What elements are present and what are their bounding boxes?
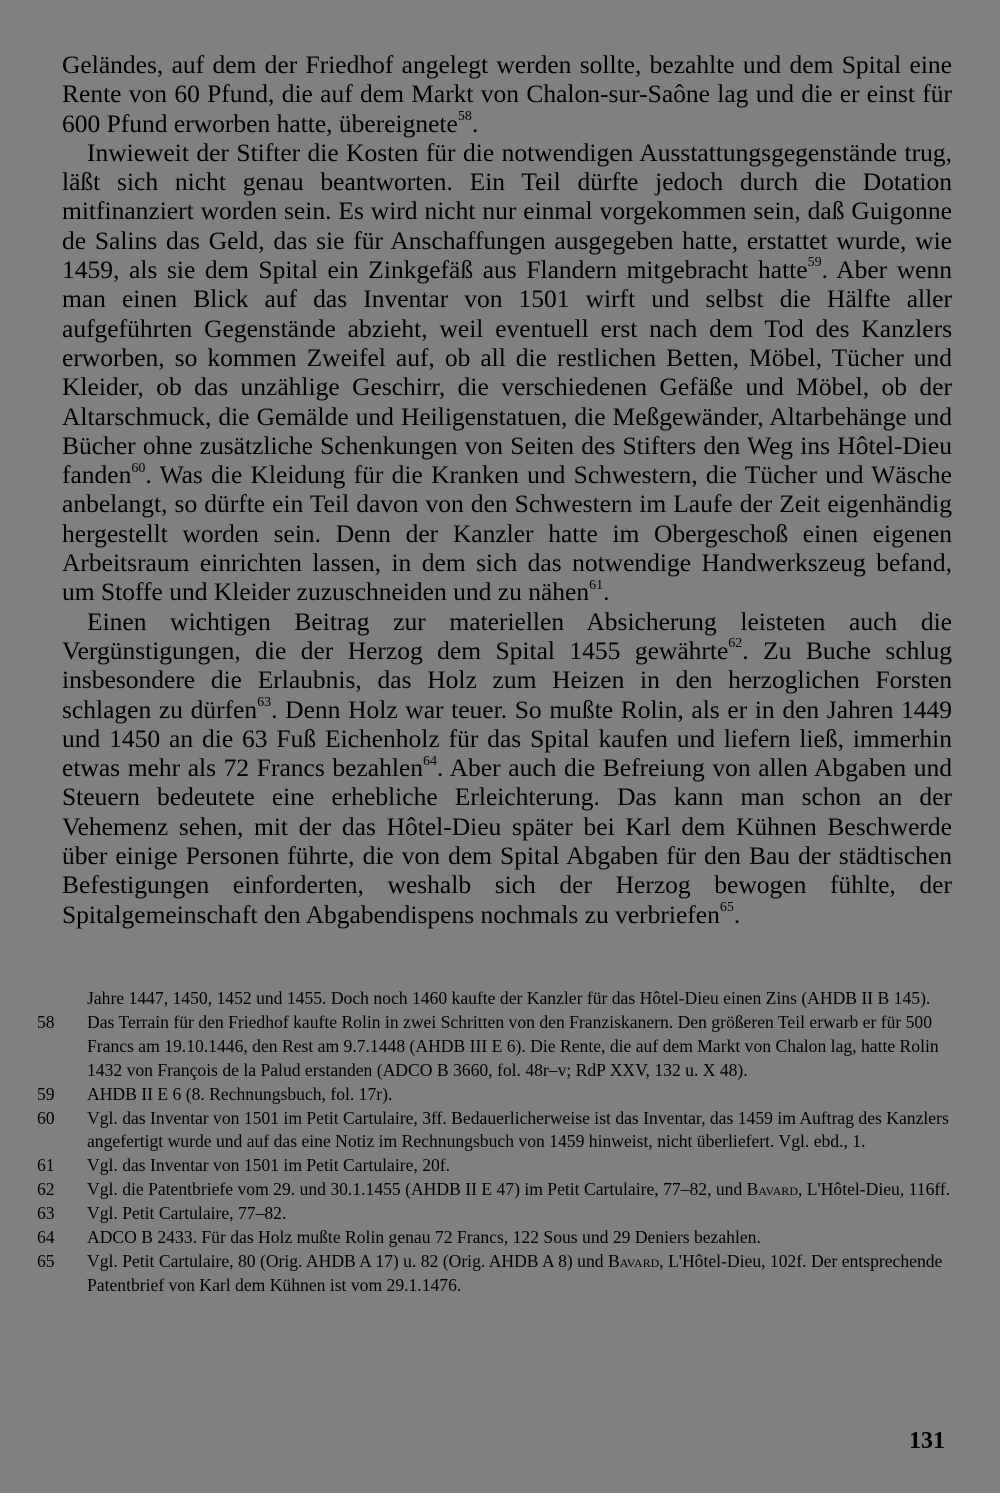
text-segment: Vgl. Petit Cartulaire, 80 (Orig. AHDB A 17) u. 82 (Orig. AHDB A 8) und [87,1250,608,1271]
footnote-number: 59 [37,1083,55,1104]
footnote-number: 62 [37,1179,55,1200]
text-segment: Inwieweit der Stifter die Kosten für die notwendigen Ausstattungsgegenstände trug, läßt sich nicht genau beantworten. Ein Teil dürfte jedoch durch die Dotation mitfinanziert worden sein. Es wird nicht nur einmal vorgekommen sein, daß Guigonne de Salins das Geld, das sie für Anschaffungen ausgegeben hatte, erstattet wurde, wie 1459, als sie dem Spital ein Zinkgefäß aus Flandern mitgebracht hatte [62,137,952,285]
footnote [37,987,952,1011]
footnote-reference: 62 [728,636,743,652]
footnote-reference: 61 [589,577,604,593]
footnote-text [87,1011,952,1083]
text-segment: Geländes, auf dem der Friedhof angelegt werden sollte, bezahlte und dem Spital eine Rente von 60 Pfund, die auf dem Markt von Chalon-sur-Saône lag und die er einst für 600 Pfund erworben hatte, übereignete [62,50,952,138]
footnote [37,1011,952,1083]
text-segment: , L'Hôtel-Dieu, 102f. Der entsprechende Patentbrief von Karl dem Kühnen ist vom 29.1.1476. [87,1250,943,1295]
footnote-reference: 63 [257,694,272,710]
footnote-text [87,1250,952,1298]
footnote-number: 58 [37,1011,55,1032]
text-segment: . Aber wenn man einen Blick auf das Inventar von 1501 wirft und selbst die Hälfte aller aufgeführten Gegenstände abzieht, weil eventuell erst nach dem Tod des Kanzlers erworben, so kommen Zweifel auf, ob all die restlichen Betten, Möbel, Tücher und Kleider, ob das unzählige Geschirr, die verschiedenen Gefäße und Möbel, ob der Altarschmuck, die Gemälde und Heiligenstatuen, die Meßgewänder, Altarbehänge und Bücher ohne zusätzliche Schenkungen von Seiten des Stifters den Weg ins Hôtel-Dieu fanden [62,255,952,490]
footnote-reference: 60 [131,460,146,476]
footnote-text [87,987,952,1011]
text-segment: . [471,108,479,138]
footnote-number: 65 [37,1250,55,1271]
footnote [37,1107,952,1155]
text-segment: . Zu Buche schlug insbesondere die Erlaubnis, das Holz zum Heizen in den herzoglichen Forsten schlagen zu dürfen [62,635,952,724]
text-segment: Einen wichtigen Beitrag zur materiellen Absicherung leisteten auch die Vergünstigungen, die der Herzog dem Spital 1455 gewährte [62,606,952,665]
footnote-number: 61 [37,1155,55,1176]
text-segment: Das Terrain für den Friedhof kaufte Rolin in zwei Schritten von den Franziskanern. Den größeren Teil erwarb er für 500 Francs am 19.10.1446, den Rest am 9.7.1448 (AHDB III E 6). Die Rente, die auf dem Markt von Chalon lag, hatte Rolin 1432 von François de la Palud erstanden (ADCO B 3660, fol. 48r–v; RdP XXV, 132 u. X 48). [87,1011,939,1080]
footnote-reference: 58 [457,109,472,124]
footnote-text [87,1178,952,1202]
body-paragraph [62,50,952,138]
footnote [37,1250,952,1298]
text-segment: ADCO B 2433. Für das Holz mußte Rolin genau 72 Francs, 122 Sous und 29 Deniers bezahlen. [87,1227,761,1248]
text-segment: . [603,577,610,607]
footnote-number: 60 [37,1107,55,1128]
text-segment: . Was die Kleidung für die Kranken und Schwestern, die Tücher und Wäsche anbelangt, so dürfte ein Teil davon von den Schwestern im Laufe der Zeit eigenhändig hergestellt worden sein. Denn der Kanzler hatte im Obergeschoß einen eigenen Arbeitsraum einrichten lassen, in dem sich das notwendige Handwerkszeug befand, um Stoffe und Kleider zuzuschneiden und zu nähen [62,460,952,607]
author-name: Bavard [746,1179,798,1200]
footnote-text [87,1107,952,1155]
text-segment: Vgl. das Inventar von 1501 im Petit Cartulaire, 20f. [87,1155,451,1176]
text-segment: . [733,899,741,929]
text-segment: . Denn Holz war teuer. So mußte Rolin, als er in den Jahren 1449 und 1450 an die 63 Fuß Eichenholz für das Spital kaufen und liefern ließ, immerhin etwas mehr als 72 Francs bezahlen [62,694,952,783]
text-segment: Jahre 1447, 1450, 1452 und 1455. Doch noch 1460 kaufte der Kanzler für das Hôtel-Dieu einen Zins (AHDB II B 145). [87,988,931,1008]
footnote-text [87,1226,952,1250]
footnotes [37,987,952,1298]
author-name: Bavard [607,1250,660,1271]
footnote [37,1083,952,1107]
body-paragraph [62,138,952,607]
body-paragraph [62,607,952,929]
text-segment: AHDB II E 6 (8. Rechnungsbuch, fol. 17r). [87,1083,393,1104]
body-text [62,50,952,929]
footnote-number: 64 [37,1227,55,1248]
footnote [37,1202,952,1226]
footnote [37,1178,952,1202]
footnote-reference: 64 [423,753,438,769]
footnote-text [87,1083,952,1107]
footnote-text [87,1202,952,1226]
text-segment: Vgl. die Patentbriefe vom 29. und 30.1.1455 (AHDB II E 47) im Petit Cartulaire, 77–82, und [87,1179,747,1200]
footnote-reference: 59 [807,255,822,271]
text-segment: Vgl. das Inventar von 1501 im Petit Cartulaire, 3ff. Bedauerlicherweise ist das Inventar, das 1459 im Auftrag des Kanzlers angefertigt wurde und auf das eine Notiz im Rechnungsbuch von 1459 hinweist, nicht überliefert. Vgl. ebd., 1. [87,1107,949,1152]
footnote-reference: 65 [719,900,734,916]
text-segment: , L'Hôtel-Dieu, 116ff. [797,1179,951,1200]
text-segment: Vgl. Petit Cartulaire, 77–82. [87,1203,287,1224]
footnote [37,1154,952,1178]
footnote-text [87,1154,952,1178]
text-segment: . Aber auch die Befreiung von allen Abgaben und Steuern bedeutete eine erhebliche Erleichterung. Das kann man schon an der Vehemenz sehen, mit der das Hôtel-Dieu später bei Karl dem Kühnen Beschwerde über einige Personen führte, die von dem Spital Abgaben für den Bau der städtischen Befestigungen einforderten, weshalb sich der Herzog bewogen fühlte, der Spitalgemeinschaft den Abgabendispens nochmals zu verbriefen [62,753,952,929]
footnote-number: 63 [37,1203,55,1224]
footnote [37,1226,952,1250]
page-number: 131 [909,1428,945,1454]
page-content [62,50,952,929]
